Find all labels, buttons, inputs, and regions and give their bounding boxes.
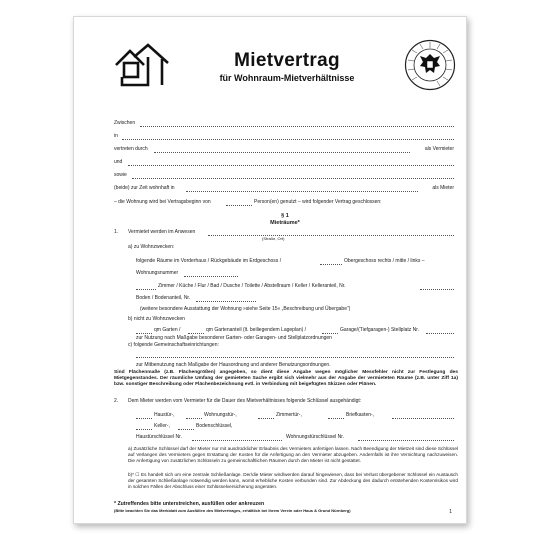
c-line2: zur Mitbenutzung nach Maßgabe der Hausordnung und anderer Benutzungsordnungen. [136,362,331,368]
row-b-line1 [136,327,454,335]
field-gemeinschaft[interactable] [136,357,454,358]
row-a-line4 [136,295,454,303]
field-keller-nr[interactable] [420,289,454,290]
a-line2: Wohnungsnummer [136,270,179,276]
contract-page [73,16,467,524]
field-garage[interactable] [322,333,338,334]
document-title: Mietvertrag [234,50,340,71]
field-geschoss[interactable] [320,264,342,265]
row-wohnhaft [114,185,454,193]
item-c: c) folgende Gemeinschaftseinrichtungen: [128,342,219,348]
section-heading: § 1 [281,213,289,219]
item2-number: 2. [114,398,119,404]
a-line5: (weitere besondere Ausstattung der Wohnung »siehe Seite 15« „Beschreibung und Übergabe“) [140,306,351,312]
association-seal-icon [404,39,456,91]
item1-label: Vermietet werden im Anwesen [128,229,196,235]
keys-row2b: Bodenschlüssel, [196,423,233,429]
b-line1a: qm Garten / [154,327,181,333]
field-und[interactable] [128,165,454,166]
field-zwischen[interactable] [140,126,454,127]
row-intro [114,199,454,207]
keys-row1b: Wohnungstür-, [204,412,237,418]
keys-row3b: Wohnungstürschlüssel Nr. [286,434,344,440]
row-zwischen [114,120,454,128]
document-title-block [198,51,376,84]
field-boden-nr[interactable] [196,301,256,302]
footer-note2: (Bitte beachten Sie das Merkblatt zum Ausfüllen des Mietvertrages, erhältlich bei Ihrem Verein oder Haus & Grund Nürnberg) [114,508,351,513]
row-sowie [114,172,454,180]
keys-row2a: Keller-, [154,423,170,429]
keys-row1d: Briefkasten-, [346,412,375,418]
field-zimmer-anzahl[interactable] [136,289,156,290]
row-in [114,133,454,141]
keys-row1c: Zimmertür-, [276,412,302,418]
field-gartenanteil-qm[interactable] [188,333,204,334]
b-line2: zur Nutzung nach Maßgabe besonderer Garten- oder Garagen- und Stellplatzordnungen [136,335,332,341]
house-logo-icon [114,43,170,89]
keys-row3a: Haustürschlüssel Nr. [136,434,182,440]
a-line4: Boden / Bodenanteil, Nr. [136,295,191,301]
keys-paragraph-a: a) Zusätzliche Schlüssel darf der Mieter nur mit ausdrücklicher Erlaubnis des Vermieters anfertigen lassen. Nach Beendigung der Mietzeit sind diese Schlüssel auf Verlangen des Vermieters gegen Erstattung der Kosten für die Anfertigung an den Vermieter abzugeben. Andernfalls ist ihre Vernichtung nachzuweisen. Die Anfertigung von zusätzlichen Schlüsseln zu gemeinschaftlichen Räumen durch den Mieter ist nicht gestattet. [128,446,458,463]
field-zimmertuer-anzahl[interactable] [258,418,274,419]
label-als-vermieter: als Vermieter [424,146,454,152]
field-anwesen[interactable] [208,235,454,236]
section-subheading: Mieträume* [270,220,300,226]
field-in[interactable] [122,139,454,140]
intro-part2: Person(en) genutzt – wird folgender Vertrag geschlossen: [254,199,382,205]
field-weitere-schluessel[interactable] [392,418,454,419]
label-und: und [114,159,123,165]
field-haustuerschluessel-nr[interactable] [192,440,282,441]
row-keys2 [136,423,454,431]
row-a-line3 [136,283,454,291]
field-wohnhaft[interactable] [186,191,418,192]
a-line3: Zimmer / Küche / Flur / Bad / Dusche / Toilette / Abstellraum / Keller / Kelleranteil, Nr. [158,283,346,289]
item2-label: Dem Mieter werden vom Vermieter für die Dauer des Mietverhältnisses folgende Schlüssel ausgehändigt: [128,398,362,404]
document-subtitle: für Wohnraum-Mietverhältnisse [219,73,355,83]
row-a-line1 [136,258,454,266]
b-line1c: Garage/(Tiefgaragen-) Stellplatz Nr. [340,327,420,333]
intro-part1: – die Wohnung wird bei Vertragsbeginn von [114,199,211,205]
field-garten-qm[interactable] [136,333,152,334]
field-vertreten-durch[interactable] [154,152,410,153]
keys-row1a: Haustür-, [154,412,175,418]
label-in: in [114,133,118,139]
a-line1b: Obergeschoss rechts / mitte / links – [344,258,425,264]
field-boden-anzahl[interactable] [178,429,194,430]
b-line1b: qm Gartenanteil (lt. beiliegendem Lageplan) / [206,327,307,333]
page-number: 1 [449,508,452,515]
label-zwischen: Zwischen [114,120,136,126]
label-vertreten-durch: vertreten durch [114,146,148,152]
row-und [114,159,454,167]
keys-paragraph-b[interactable]: b)* ☐ Es handelt sich um eine zentrale Schließanlage. Der/die Mieter wird/werden darauf hingewiesen, dass bei Verlust übergebener Schlüssel ein Austausch der gesamten Schließanlage notwendig werden kann, womit erhebliche Kosten verbunden sind. Zur Abdeckung des dadurch entstehenden Kostenrisikos wird in solchen Fällen der Abschluss einer Schlüsselversicherung angeraten. [128,472,458,489]
row-keys3 [136,434,454,442]
label-beide-wohnhaft: (beide) zur Zeit wohnhaft in [114,185,175,191]
label-als-mieter: als Mieter [432,185,454,191]
flaechen-paragraph: Sind Flächenmaße (z.B. Flächengrößen) angegeben, so dient diese Angabe wegen möglicher Messfehler nicht zur Festlegung des Mietgegenstandes. Der räumliche Umfang der gemieteten Sache ergibt sich vielmehr aus der Angabe der vermieteten Räume (z.B. unter Ziff 1a) bzw. sonstiger Beschreibung oder Flächenbezeichnung evtl. in Verbindung mit beigefügten Skizzen oder Plänen. [114,370,458,388]
row-c-blank [136,351,454,359]
field-wohnungstuer-anzahl[interactable] [186,418,202,419]
item-b: b) nicht zu Wohnzwecken [128,316,185,322]
item1-sub: (Straße, Ort) [262,236,285,241]
field-personen[interactable] [226,205,252,206]
field-stellplatz-nr[interactable] [426,333,454,334]
field-haustuer-anzahl[interactable] [136,418,152,419]
footer-note: * Zutreffendes bitte unterstreichen, ausfüllen oder ankreuzen [114,501,265,507]
field-briefkasten-anzahl[interactable] [328,418,344,419]
row-keys1 [136,412,454,420]
row-a-line2 [136,270,454,278]
field-wohnungstuerschluessel-nr[interactable] [358,440,454,441]
row-vertreten [114,146,454,154]
item-a: a) zu Wohnzwecken: [128,244,175,250]
row-item2 [114,398,454,406]
field-wohnungsnummer[interactable] [184,276,238,277]
field-keller-anzahl[interactable] [136,429,152,430]
item1-number: 1. [114,229,119,235]
label-sowie: sowie [114,172,127,178]
field-sowie[interactable] [132,178,454,179]
a-line1: folgende Räume im Vorderhaus / Rückgebäude im Erdgeschoss / [136,258,282,264]
